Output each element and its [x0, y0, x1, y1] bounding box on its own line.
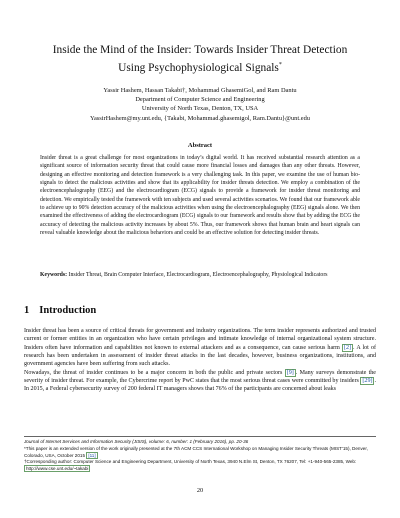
paragraph-1: Insider threat has been a source of critical threats for government and industry organizations. The term insider represents authorized and trusted current or former entities in an organization who have certain privileges and intimate knowledge of internal organizational system structure. Insiders often have information and capabilities not known to external attackers and as a consequence, can cause serious harm [2] . A lot of research has been undertaken in assessment of insider threat attacks in the last decades, however, business organizations, institutions, and government agencies have been suffering from such attacks. — [24, 328, 377, 368]
keywords — [40, 271, 360, 279]
title-line-1: Inside the Mind of the Insider: Towards Insider Threat Detection — [52, 44, 348, 56]
journal-info: Journal of Internet Services and Information Security (JISIS), volume: 6, number: 1 (February 2016), pp. 20-36 — [24, 439, 249, 444]
footnotes — [24, 439, 376, 473]
footnote-2: †Corresponding author: Computer Science and Engineering Department, University of North Texas, 3940 N.Elm St, Denton, TX 76207, Tel: +1-940-565-2385, Web: http://www.cse.unt.edu/~takabi — [24, 459, 357, 472]
page-number: 20 — [196, 487, 204, 494]
citation-link[interactable]: [11] — [88, 452, 96, 458]
section-title: Introduction — [39, 305, 97, 316]
author-block — [20, 86, 380, 123]
citation-link[interactable]: [9] — [286, 369, 294, 376]
body-text — [24, 327, 376, 394]
author-emails: YassirHashem@my.unt.edu, {Takabi, Mohammad.ghasemigol, Ram.Dantu}@unt.edu — [90, 114, 310, 122]
title-footnote-mark: * — [278, 62, 282, 68]
paragraph-2: Nowadays, the threat of insider continues to be a major concern in both the public and private sectors [9] . Many surveys demonstrate the severity of insider threat. For example, the Cybercrime report by PwC states that the most serious threat cases were committed by insiders [29] . In 2015, a Federal cybersecurity survey of 200 federal IT managers shows that 76% of the participants are concerned about leaks — [24, 369, 376, 393]
citation-link[interactable]: [29] — [362, 378, 373, 385]
section-number: 1 — [24, 305, 30, 316]
footnote-1: *This paper is an extended version of the work originally presented at the 7th ACM CCS International Workshop on Managing Insider Security Threats (MIST'15), Denver, Colorado, USA, October 2015 [11] — [24, 445, 368, 458]
paper-title — [30, 43, 370, 76]
author-web-link[interactable]: http://www.cse.unt.edu/~takabi — [26, 466, 89, 472]
abstract-text: Insider threat is a great challenge for most organizations in today’s digital world. It has received substantial research attention as a significant source of information security threat that could cause more financial losses and damages than any other threats. However, designing an effective monitoring and detection framework is a very challenging task. In this paper, we examine the use of human bio-signals to detect the malicious activities and show that its applicability for insider threats detection. We employ a combination of the electroencephalography (EEG) and the electrocardiogram (ECG) signals to provide a framework for insider threat monitoring and detection. We empirically tested the framework with ten subjects and used several activities scenarios. We found that our framework able to achieve up to 90% detection accuracy of the malicious activities when using the electroencephalography (EEG) signals alone. We then examined the effectiveness of adding the electrocardiogram (ECG) signals to our framework and results show that by adding the ECG the accuracy of detecting the malicious activity increases by about 5%. Thus, our framework shows that human brain and heart signals can reveal valuable knowledge about the malicious behaviors and could be an effective solution for detecting insider threats. — [40, 155, 360, 237]
footnote-divider — [24, 436, 376, 437]
keywords-text: Insider Threat, Brain Computer Interface, Electrocardiogram, Electroencephalography, Physiological Indicators — [68, 272, 328, 278]
title-line-2: Using Psychophysiological Signals* — [118, 61, 282, 74]
section-heading — [24, 305, 96, 316]
citation-link[interactable]: [2] — [343, 344, 352, 351]
university: University of North Texas, Denton, TX, USA — [141, 105, 259, 113]
keywords-label: Keywords: — [40, 272, 68, 278]
author-names: Yassir Hashem, Hassan Takabi†, Mohammad GhasemiGol, and Ram Dantu — [103, 87, 297, 94]
abstract-heading: Abstract — [187, 142, 213, 149]
department: Department of Computer Science and Engineering — [135, 96, 265, 104]
